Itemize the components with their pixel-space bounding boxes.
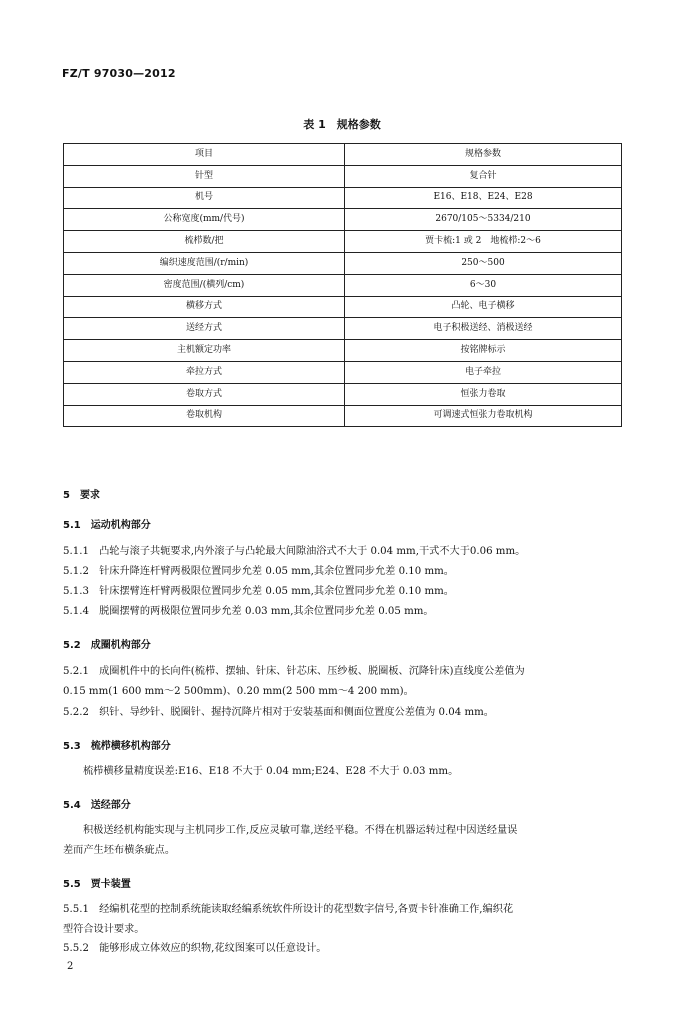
standard-code: FZ/T 97030—2012 bbox=[62, 67, 176, 80]
table-row bbox=[64, 361, 622, 383]
table-header-cell: 项目 bbox=[64, 144, 345, 166]
table-row bbox=[64, 296, 622, 318]
value-cell: 电子牵拉 bbox=[345, 361, 622, 383]
table-row bbox=[64, 340, 622, 362]
clause-5-3-text: 梳栉横移量精度误差:E16、E18 不大于 0.04 mm;E24、E28 不大于 0.03 mm。 bbox=[83, 766, 459, 777]
value-cell: 6～30 bbox=[345, 274, 622, 296]
section-5-3-heading: 5.3 梳栉横移机构部分 bbox=[63, 741, 171, 752]
page-number: 2 bbox=[67, 961, 74, 972]
table-row bbox=[64, 209, 622, 231]
item-cell: 牵拉方式 bbox=[64, 361, 345, 383]
clause-5-5-1-continued: 型符合设计要求。 bbox=[63, 924, 145, 935]
clause-5-1-2: 5.1.2 针床升降连杆臂两极限位置同步允差 0.05 mm,其余位置同步允差 0.10 mm。 bbox=[63, 566, 454, 577]
section-5-1-heading: 5.1 运动机构部分 bbox=[63, 520, 151, 531]
table-row bbox=[64, 187, 622, 209]
section-5-4-heading: 5.4 送经部分 bbox=[63, 800, 131, 811]
section-5-5-heading: 5.5 贾卡装置 bbox=[63, 879, 131, 890]
value-cell: 250～500 bbox=[345, 252, 622, 274]
item-cell: 针型 bbox=[64, 165, 345, 187]
value-cell: 电子积极送经、消极送经 bbox=[345, 318, 622, 340]
table-row bbox=[64, 274, 622, 296]
clause-5-2-2: 5.2.2 织针、导纱针、脱圈针、握持沉降片相对于安装基面和侧面位置度公差值为 0.04 mm。 bbox=[63, 707, 494, 718]
value-cell: 2670/105～5334/210 bbox=[345, 209, 622, 231]
value-cell: 复合针 bbox=[345, 165, 622, 187]
item-cell: 卷取机构 bbox=[64, 405, 345, 427]
table-row bbox=[64, 165, 622, 187]
value-cell: 恒张力卷取 bbox=[345, 383, 622, 405]
clause-5-1-3: 5.1.3 针床摆臂连杆臂两极限位置同步允差 0.05 mm,其余位置同步允差 0.10 mm。 bbox=[63, 586, 454, 597]
item-cell: 编织速度范围/(r/min) bbox=[64, 252, 345, 274]
table-title: 表 1 规格参数 bbox=[303, 118, 381, 131]
clause-5-4-continued: 差而产生坯布横条疵点。 bbox=[63, 845, 176, 856]
value-cell: 按铭牌标示 bbox=[345, 340, 622, 362]
table-row bbox=[64, 252, 622, 274]
item-cell: 机号 bbox=[64, 187, 345, 209]
clause-5-2-1-continued: 0.15 mm(1 600 mm～2 500mm)、0.20 mm(2 500 mm～4 200 mm)。 bbox=[63, 686, 414, 697]
item-cell: 梳栉数/把 bbox=[64, 231, 345, 253]
item-cell: 横移方式 bbox=[64, 296, 345, 318]
item-cell: 主机额定功率 bbox=[64, 340, 345, 362]
item-cell: 送经方式 bbox=[64, 318, 345, 340]
value-cell: 可调速式恒张力卷取机构 bbox=[345, 405, 622, 427]
section-5-2-heading: 5.2 成圈机构部分 bbox=[63, 640, 151, 651]
value-cell: E16、E18、E24、E28 bbox=[345, 187, 622, 209]
table-row bbox=[64, 405, 622, 427]
item-cell: 密度范围/(横列/cm) bbox=[64, 274, 345, 296]
table-row bbox=[64, 231, 622, 253]
table-header-row bbox=[64, 144, 622, 166]
item-cell: 卷取方式 bbox=[64, 383, 345, 405]
section-5-heading: 5 要求 bbox=[63, 490, 100, 501]
spec-table bbox=[63, 143, 622, 427]
clause-5-1-4: 5.1.4 脱圈摆臂的两极限位置同步允差 0.03 mm,其余位置同步允差 0.05 mm。 bbox=[63, 606, 434, 617]
item-cell: 公称宽度(mm/代号) bbox=[64, 209, 345, 231]
value-cell: 贾卡梳:1 或 2 地梳栉:2～6 bbox=[345, 231, 622, 253]
table-header-cell: 规格参数 bbox=[345, 144, 622, 166]
table-row bbox=[64, 383, 622, 405]
clause-5-5-1: 5.5.1 经编机花型的控制系统能读取经编系统软件所设计的花型数字信号,各贾卡针准确工作,编织花 bbox=[63, 904, 514, 915]
clause-5-1-1: 5.1.1 凸轮与滚子共轭要求,内外滚子与凸轮最大间隙油浴式不大于 0.04 mm,干式不大于0.06 mm。 bbox=[63, 546, 526, 557]
table-row bbox=[64, 318, 622, 340]
clause-5-5-2: 5.5.2 能够形成立体效应的织物,花纹图案可以任意设计。 bbox=[63, 943, 327, 954]
clause-5-2-1: 5.2.1 成圈机件中的长向件(梳栉、摆轴、针床、针芯床、压纱板、脱圈板、沉降针床)直线度公差值为 bbox=[63, 666, 525, 677]
value-cell: 凸轮、电子横移 bbox=[345, 296, 622, 318]
clause-5-4-text: 积极送经机构能实现与主机同步工作,反应灵敏可靠,送经平稳。不得在机器运转过程中因送经量误 bbox=[83, 825, 518, 836]
